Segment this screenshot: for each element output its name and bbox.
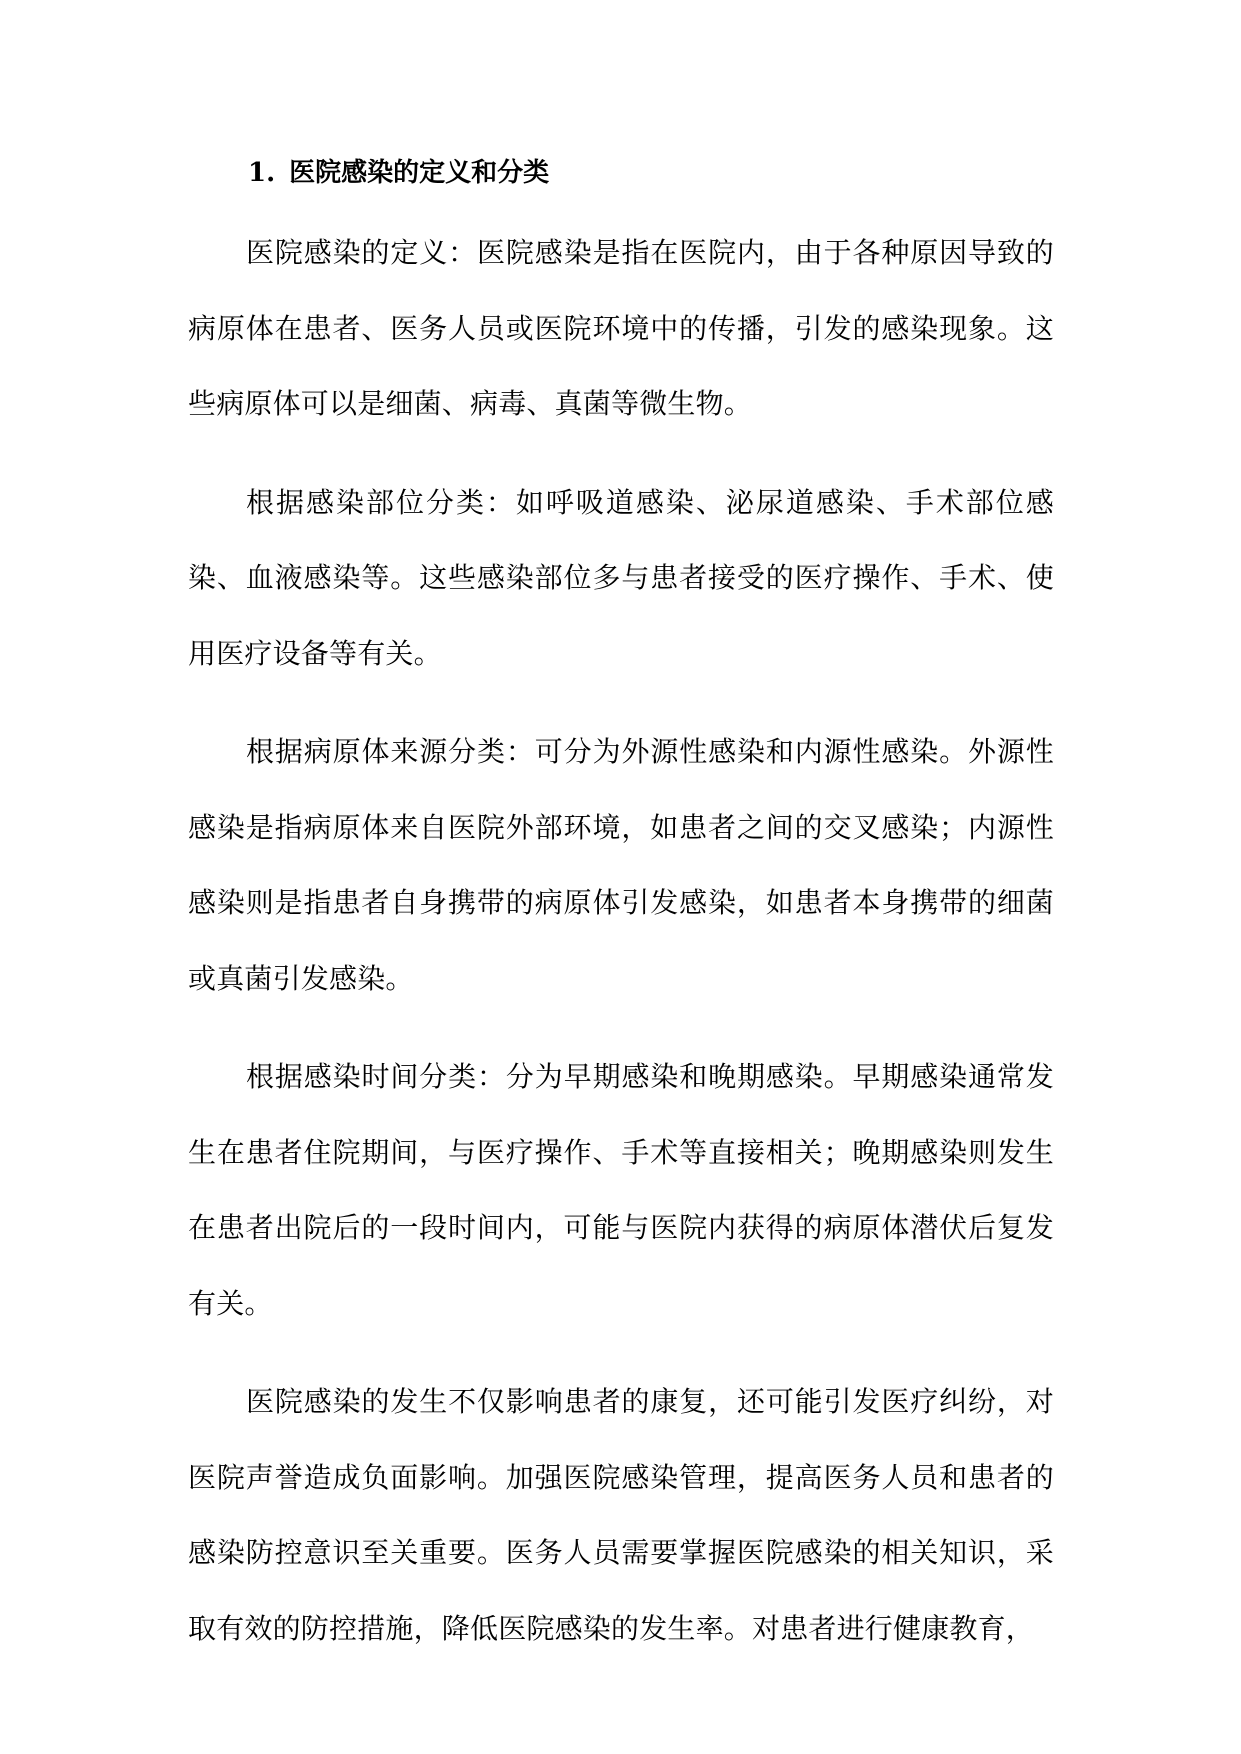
section-heading (248, 148, 1054, 198)
paragraph-definition: 医院感染的定义：医院感染是指在医院内，由于各种原因导致的病原体在患者、医务人员或医院环境中的传播，引发的感染现象。这些病原体可以是细菌、病毒、真菌等微生物。 (188, 236, 1054, 420)
paragraph-by-site: 根据感染部位分类：如呼吸道感染、泌尿道感染、手术部位感染、血液感染等。这些感染部位多与患者接受的医疗操作、手术、使用医疗设备等有关。 (188, 485, 1054, 670)
section-number: 1. (248, 158, 276, 188)
document-body (188, 148, 1054, 1666)
paragraph-impact: 医院感染的发生不仅影响患者的康复，还可能引发医疗纠纷，对医院声誉造成负面影响。加强医院感染管理，提高医务人员和患者的感染防控意识至关重要。医务人员需要掌握医院感染的相关知识，采取有效的防控措施，降低医院感染的发生率。对患者进行健康教育， (188, 1385, 1054, 1645)
paragraph-by-time: 根据感染时间分类：分为早期感染和晚期感染。早期感染通常发生在患者住院期间，与医疗操作、手术等直接相关；晚期感染则发生在患者出院后的一段时间内，可能与医院内获得的病原体潜伏后复发有关。 (188, 1060, 1054, 1320)
section-title: 医院感染的定义和分类 (289, 158, 550, 188)
paragraph-by-source: 根据病原体来源分类：可分为外源性感染和内源性感染。外源性感染是指病原体来自医院外部环境，如患者之间的交叉感染；内源性感染则是指患者自身携带的病原体引发感染，如患者本身携带的细菌或真菌引发感染。 (188, 735, 1054, 995)
